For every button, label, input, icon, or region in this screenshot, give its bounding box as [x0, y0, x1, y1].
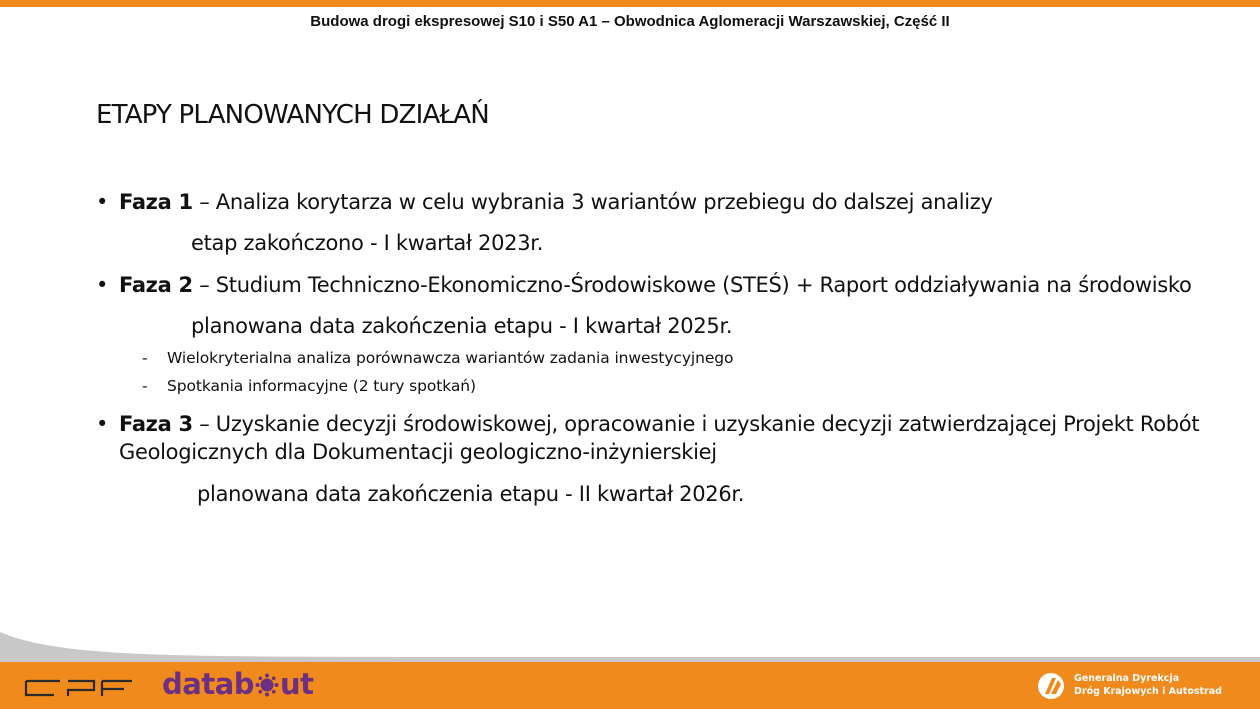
- phase-description: Studium Techniczno-Ekonomiczno-Środowiskowe (STEŚ) + Raport oddziaływania na środowisko: [215, 273, 1192, 297]
- footer-swoosh: [0, 624, 1260, 666]
- phase-label: Faza 3: [119, 412, 193, 436]
- phase-label: Faza 1: [119, 190, 193, 214]
- phase-separator: –: [192, 412, 216, 436]
- databout-star-icon: [255, 670, 279, 694]
- phase-item: [96, 410, 1246, 466]
- top-accent-bar: [0, 0, 1260, 7]
- phase-status-note: planowana data zakończenia etapu - II kwartał 2026r.: [197, 482, 745, 506]
- sub-list-item: [96, 344, 1246, 372]
- phase-description: Uzyskanie decyzji środowiskowej, opracowanie i uzyskanie decyzji zatwierdzającej Projekt Robót Geologicznych dla Dokumentacji geologiczno-inżynierskiej: [119, 412, 1200, 464]
- databout-logo: datab ut: [162, 667, 314, 701]
- tpf-logo: [24, 674, 136, 698]
- bullet-marker: •: [96, 190, 109, 214]
- document-header-title: Budowa drogi ekspresowej S10 i S50 A1 – Obwodnica Aglomeracji Warszawskiej, Część II: [310, 13, 950, 30]
- bullet-marker: •: [96, 273, 109, 297]
- phase-item: [96, 188, 1246, 216]
- sub-item-text: Wielokryterialna analiza porównawcza wariantów zadania inwestycyjnego: [167, 349, 734, 367]
- sub-item-text: Spotkania informacyjne (2 tury spotkań): [167, 377, 476, 395]
- phase-separator: –: [192, 273, 216, 297]
- phase-status-note: planowana data zakończenia etapu - I kwartał 2025r.: [191, 314, 733, 338]
- bullet-marker: •: [96, 412, 109, 436]
- phase-label: Faza 2: [119, 273, 193, 297]
- gddkia-name: Generalna Dyrekcja Dróg Krajowych i Autostrad: [1074, 673, 1222, 697]
- phase-sub-list: [96, 344, 1246, 400]
- phase-list: [96, 188, 1246, 508]
- gddkia-logo: [1036, 672, 1066, 700]
- phase-status-note: etap zakończono - I kwartał 2023r.: [191, 231, 544, 255]
- slide-title: ETAPY PLANOWANYCH DZIAŁAŃ: [96, 100, 489, 130]
- phase-description: Analiza korytarza w celu wybrania 3 wariantów przebiegu do dalszej analizy: [215, 190, 993, 214]
- phase-item: [96, 271, 1246, 299]
- sub-list-item: [96, 372, 1246, 400]
- phase-separator: –: [192, 190, 216, 214]
- dash-marker: -: [142, 349, 148, 367]
- dash-marker: -: [142, 377, 148, 395]
